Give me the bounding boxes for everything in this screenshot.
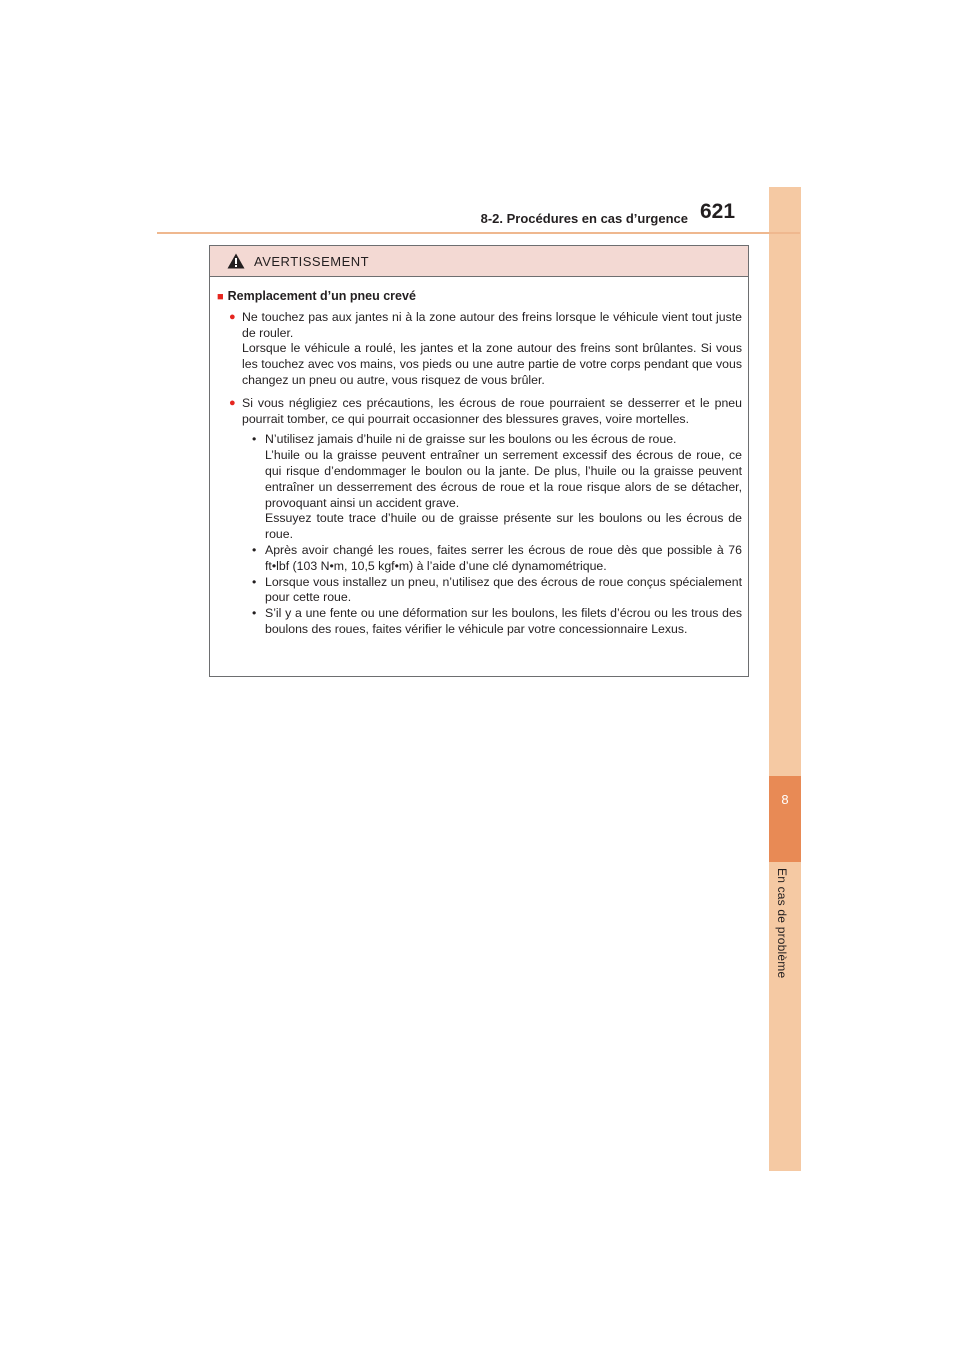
small-bullet-icon: • [252,574,257,589]
paragraph: Après avoir changé les roues, faites serrer les écrous de roue dès que possible à 76 ft•lbf (103 N•m, 10,5 kgf•m) à l’aide d’une clé dynamométrique. [265,542,742,573]
bullet-item [217,396,742,428]
sub-list-item [252,606,742,638]
warning-box [209,245,749,677]
sub-item-text [265,606,742,638]
paragraph: Si vous négligiez ces précautions, les écrous de roue pourraient se desserrer et le pneu pourrait tomber, ce qui pourrait occasionner des blessures graves, voire mortelles. [242,395,742,426]
red-dot-bullet-icon: ● [229,310,236,323]
paragraph: L’huile ou la graisse peuvent entraîner un serrement excessif des écrous de roue, ce qui risque d’endommager le boulon ou la jante. De plus, l’huile ou la graisse peuvent entraîner un desserrement des écrous de roue et la roue risque alors de se détacher, provoquant ainsi un accident grave. [265,448,742,510]
paragraph: S’il y a une fente ou une déformation sur les boulons, les filets d’écrou ou les trous des boulons des roues, faites vérifier le véhicule par votre concessionnaire Lexus. [265,606,742,636]
small-bullet-icon: • [252,432,257,447]
warning-header [210,246,748,277]
running-header-section: 8-2. Procédures en cas d’urgence [480,211,688,226]
sub-item-text [265,543,742,575]
chapter-title: En cas de problème [775,868,789,979]
page-number: 621 [700,200,736,223]
paragraph: N’utilisez jamais d’huile ni de graisse sur les boulons ou les écrous de roue. [265,432,677,447]
sub-list-item [252,575,742,607]
section-heading [217,289,742,306]
warning-content [210,277,748,638]
warning-title: AVERTISSEMENT [254,253,370,269]
bullet-item [217,310,742,389]
bullet-list [217,310,742,428]
paragraph: Essuyez toute trace d’huile ou de graisse présente sur les boulons ou les écrous de roue. [265,511,742,542]
chapter-number: 8 [781,792,789,807]
chapter-tab-active[interactable] [769,776,801,862]
red-dot-bullet-icon: ● [229,396,236,409]
small-bullet-icon: • [252,606,257,621]
sub-item-text [265,575,742,607]
sub-list-item [252,543,742,575]
side-tab [769,187,801,1171]
paragraph: Lorsque le véhicule a roulé, les jantes et la zone autour des freins sont brûlantes. Si vous les touchez avec vos mains, vos pieds ou une autre partie de votre corps pendant que vous changez un pneu ou autre, vous risquez de vous brûler. [242,341,742,387]
sub-list [252,432,742,637]
sub-list-item [252,432,742,543]
sub-item-text [265,432,742,543]
bullet-text [242,396,742,428]
square-bullet-icon: ■ [217,291,224,303]
section-title: Remplacement d’un pneu crevé [227,289,416,303]
bullet-text [242,310,742,389]
paragraph: Lorsque vous installez un pneu, n’utilisez que des écrous de roue conçus spécialement pour cette roue. [265,574,742,605]
header-rule [157,232,800,234]
warning-triangle-icon [227,253,245,269]
small-bullet-icon: • [252,542,257,557]
paragraph: Ne touchez pas aux jantes ni à la zone autour des freins lorsque le véhicule vient tout juste de rouler. [242,309,742,340]
